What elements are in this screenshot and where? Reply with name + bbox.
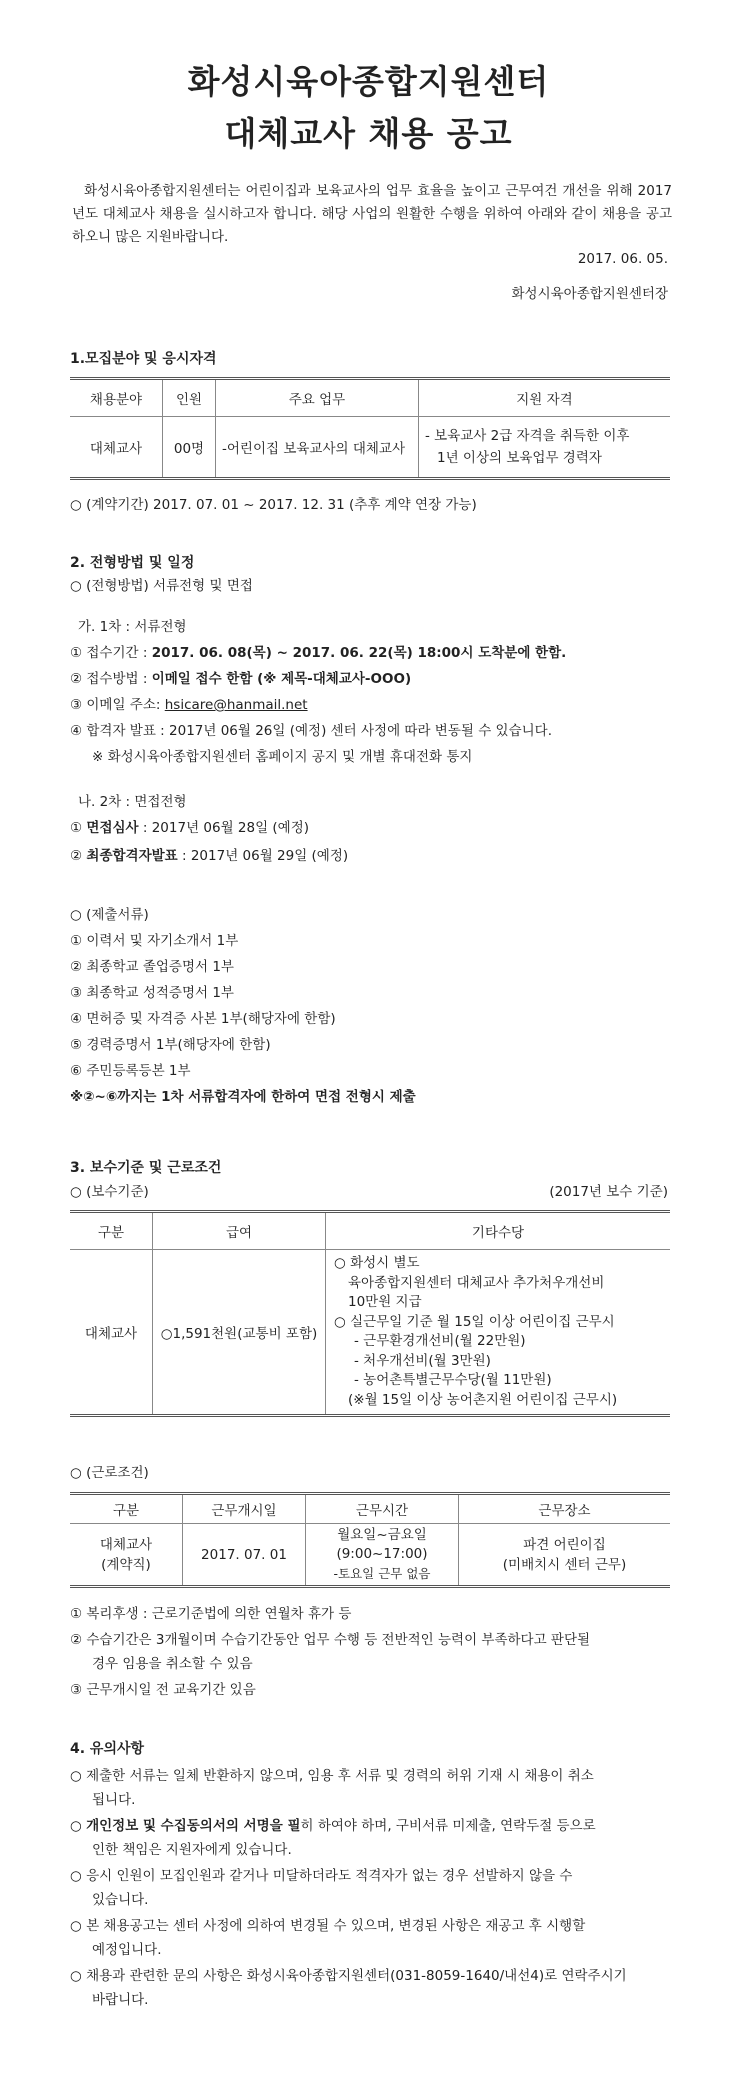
condition-item: ③ 근무개시일 전 교육기간 있음 — [70, 1682, 256, 1698]
consent-emphasis: 개인정보 및 수집동의서의 서명을 필 — [86, 1818, 301, 1834]
work-table — [70, 1492, 670, 1588]
condition-item: ② 수습기간은 3개월이며 수습기간동안 업무 수행 등 전반적인 능력이 부족하다고 판단될 — [70, 1632, 591, 1648]
work-title: ○ (근로조건) — [70, 1465, 149, 1481]
recruit-qual-line-2: 1년 이상의 보육업무 경력자 — [437, 450, 602, 466]
pay-extra-line: - 근무환경개선비(월 22만원) — [354, 1333, 526, 1349]
docs-title: ○ (제출서류) — [70, 907, 149, 923]
item-prefix: ③ 이메일 주소: — [70, 697, 165, 713]
email-link[interactable]: hsicare@hanmail.net — [164, 697, 308, 713]
section-1-heading: 1.모집분야 및 응시자격 — [70, 351, 217, 367]
work-hours-line: (9:00~17:00) — [336, 1546, 428, 1562]
recruit-header-qual: 지원 자격 — [419, 379, 671, 417]
pay-extra-line: - 농어촌특별근무수당(월 11만원) — [354, 1372, 552, 1388]
recruit-header-count: 인원 — [163, 379, 216, 417]
page-title: 화성시육아종합지원센터 — [187, 62, 550, 101]
notice-item-4: ○ 본 채용공고는 센터 사정에 의하여 변경될 수 있으며, 변경된 사항은 재공고 후 시행할 — [70, 1918, 586, 1934]
pay-header-extra: 기타수당 — [326, 1212, 671, 1250]
first-stage-item-1 — [70, 643, 566, 663]
second-stage-item-2 — [70, 846, 348, 866]
work-header-place: 근무장소 — [459, 1494, 671, 1524]
recruit-table — [70, 377, 670, 480]
recruit-header-field: 채용분야 — [70, 379, 163, 417]
work-type-line: (계약직) — [101, 1556, 151, 1573]
doc-item: ② 최종학교 졸업증명서 1부 — [70, 959, 234, 975]
pay-extra-line: 육아종합지원센터 대체교사 추가처우개선비 — [348, 1274, 605, 1291]
notice-item-2-cont: 인한 책임은 지원자에게 있습니다. — [92, 1842, 292, 1858]
first-stage-item-3 — [70, 695, 308, 715]
application-period: 2017. 06. 08(목) ~ 2017. 06. 22(목) 18:00시 도착분에 한함. — [151, 645, 567, 661]
notice-item-1-cont: 됩니다. — [92, 1792, 136, 1808]
work-header-start: 근무개시일 — [183, 1494, 306, 1524]
item-prefix: ① — [70, 820, 87, 836]
condition-item: ① 복리후생 : 근로기준법에 의한 연월차 휴가 등 — [70, 1606, 352, 1622]
recruit-duty: -어린이집 보육교사의 대체교사 — [216, 417, 419, 479]
notice-item-5-cont: 바랍니다. — [92, 1992, 149, 2008]
second-stage-item-1 — [70, 818, 309, 838]
notice-signer: 화성시육아종합지원센터장 — [511, 286, 668, 302]
section-3-heading: 3. 보수기준 및 근로조건 — [70, 1160, 222, 1176]
work-hours — [306, 1524, 459, 1587]
pay-extra-line: (※월 15일 이상 농어촌지원 어린이집 근무시) — [348, 1391, 618, 1408]
item-prefix: ① 접수기간 : — [70, 645, 152, 661]
work-start: 2017. 07. 01 — [183, 1524, 306, 1587]
interview-label: 면접심사 — [86, 820, 139, 836]
recruit-field: 대체교사 — [70, 417, 163, 479]
notice-item-3: ○ 응시 인원이 모집인원과 같거나 미달하더라도 적격자가 없는 경우 선발하지 않을 수 — [70, 1868, 573, 1884]
second-stage-title: 나. 2차 : 면접전형 — [78, 794, 187, 810]
work-header-type: 구분 — [70, 1494, 183, 1524]
work-hours-line: 월요일~금요일 — [337, 1527, 427, 1543]
first-stage-item-4: ④ 합격자 발표 : 2017년 06월 26일 (예정) 센터 사정에 따라 변동될 수 있습니다. — [70, 723, 552, 739]
application-method: 이메일 접수 한함 (※ 제목-대체교사-OOO) — [151, 671, 412, 687]
pay-extra-line: ○ 실근무일 기준 월 15일 이상 어린이집 근무시 — [334, 1313, 615, 1330]
item-prefix: ② — [70, 848, 87, 864]
pay-header-type: 구분 — [70, 1212, 153, 1250]
work-place-line: (미배치시 센터 근무) — [502, 1556, 627, 1573]
first-stage-title: 가. 1차 : 서류전형 — [78, 619, 187, 635]
table-row — [70, 1250, 670, 1416]
recruit-count: 00명 — [163, 417, 216, 479]
intro-paragraph: 화성시육아종합지원센터는 어린이집과 보육교사의 업무 효율을 높이고 근무여건 개선을 위해 2017년도 대체교사 채용을 실시하고자 합니다. 해당 사업의 원활한 수행을 위하여 아래와 같이 채용을 공고하오니 많은 지원바랍니다. — [72, 183, 672, 245]
interview-date: : 2017년 06월 28일 (예정) — [138, 820, 310, 836]
section-4-heading: 4. 유의사항 — [70, 1741, 145, 1757]
doc-item: ④ 면허증 및 자격증 사본 1부(해당자에 한함) — [70, 1011, 336, 1027]
pay-title: ○ (보수기준) — [70, 1184, 149, 1200]
item-prefix: ○ — [70, 1818, 87, 1834]
doc-item: ⑥ 주민등록등본 1부 — [70, 1063, 191, 1079]
docs-note: ※②~⑥까지는 1차 서류합격자에 한하여 면접 전형시 제출 — [70, 1089, 416, 1105]
recruit-qual — [419, 417, 671, 479]
doc-item: ① 이력서 및 자기소개서 1부 — [70, 933, 239, 949]
work-place-line: 파견 어린이집 — [523, 1536, 606, 1553]
notice-item-1: ○ 제출한 서류는 일체 반환하지 않으며, 임용 후 서류 및 경력의 허위 기재 시 채용이 취소 — [70, 1768, 594, 1784]
work-type — [70, 1524, 183, 1587]
pay-salary: ○1,591천원(교통비 포함) — [153, 1250, 326, 1416]
pay-extra — [326, 1250, 671, 1416]
work-type-line: 대체교사 — [99, 1536, 153, 1553]
condition-item: 경우 임용을 취소할 수 있음 — [92, 1656, 253, 1672]
recruit-qual-line-1: - 보육교사 2급 자격을 취득한 이후 — [425, 428, 630, 444]
consent-rest: 히 하여야 하며, 구비서류 미제출, 연락두절 등으로 — [300, 1818, 596, 1834]
final-result-label: 최종합격자발표 — [86, 848, 178, 864]
notice-item-5: ○ 채용과 관련한 문의 사항은 화성시육아종합지원센터(031-8059-1640/내선4)로 연락주시기 — [70, 1968, 627, 1984]
notice-item-2 — [70, 1816, 596, 1836]
table-row — [70, 417, 670, 479]
work-place — [459, 1524, 671, 1587]
pay-extra-line: ○ 화성시 별도 — [334, 1255, 420, 1271]
pay-basis: (2017년 보수 기준) — [549, 1184, 668, 1200]
pay-header-salary: 급여 — [153, 1212, 326, 1250]
work-hours-line: -토요일 근무 없음 — [333, 1566, 431, 1581]
table-row — [70, 1524, 670, 1587]
selection-method: ○ (전형방법) 서류전형 및 면접 — [70, 578, 253, 594]
notice-item-4-cont: 예정입니다. — [92, 1942, 162, 1958]
first-stage-item-2 — [70, 669, 411, 689]
pay-extra-line: 10만원 지급 — [348, 1294, 422, 1310]
page-subtitle: 대체교사 채용 공고 — [224, 114, 513, 153]
item-prefix: ② 접수방법 : — [70, 671, 152, 687]
section-2-heading: 2. 전형방법 및 일정 — [70, 555, 195, 571]
doc-item: ⑤ 경력증명서 1부(해당자에 한함) — [70, 1037, 271, 1053]
notice-item-3-cont: 있습니다. — [92, 1892, 149, 1908]
doc-item: ③ 최종학교 성적증명서 1부 — [70, 985, 234, 1001]
contract-period: ○ (계약기간) 2017. 07. 01 ~ 2017. 12. 31 (추후 계약 연장 가능) — [70, 497, 477, 513]
notice-date: 2017. 06. 05. — [577, 251, 668, 267]
work-header-hours: 근무시간 — [306, 1494, 459, 1524]
first-stage-note: ※ 화성시육아종합지원센터 홈페이지 공지 및 개별 휴대전화 통지 — [92, 749, 473, 765]
pay-type: 대체교사 — [70, 1250, 153, 1416]
final-result-date: : 2017년 06월 29일 (예정) — [177, 848, 349, 864]
pay-extra-line: - 처우개선비(월 3만원) — [354, 1352, 491, 1369]
recruit-header-duty: 주요 업무 — [216, 379, 419, 417]
pay-table — [70, 1210, 670, 1417]
